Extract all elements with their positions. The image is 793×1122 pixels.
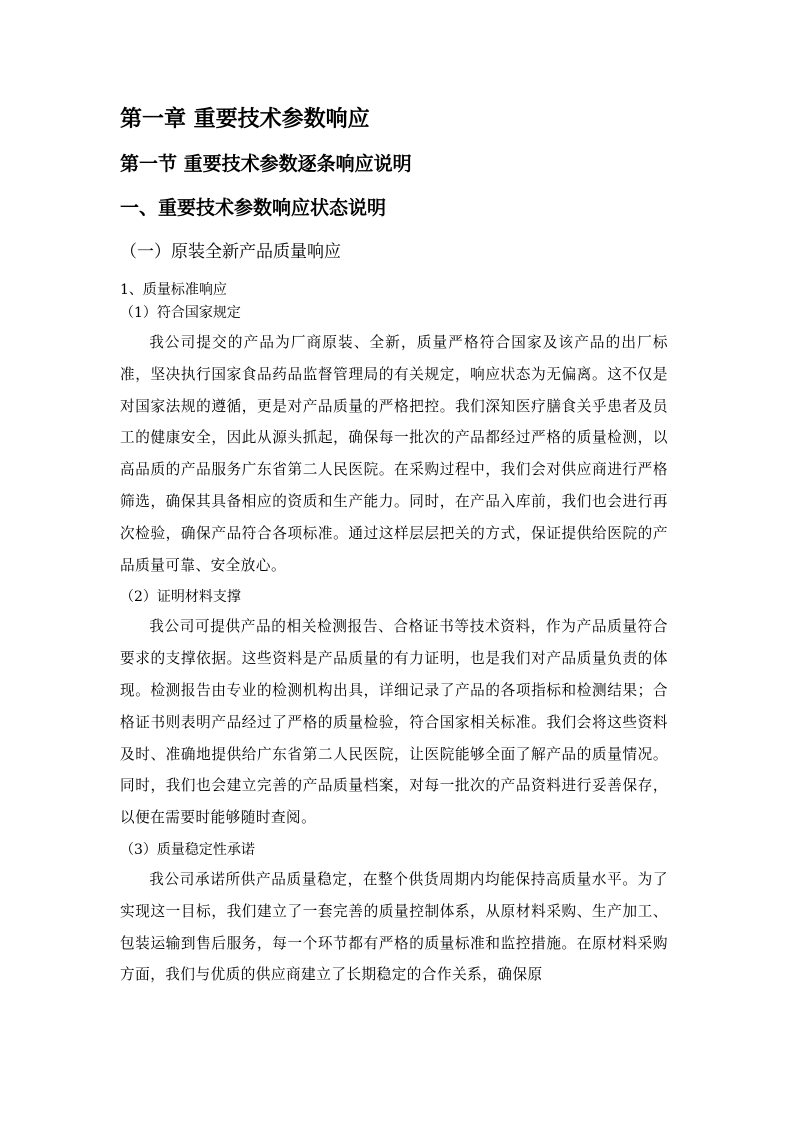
block-heading-evidence: （2）证明材料支撑 — [120, 589, 241, 606]
block-heading-stability: （3）质量稳定性承诺 — [120, 841, 255, 858]
section-title: 第一节 重要技术参数逐条响应说明 — [120, 153, 412, 175]
item-title: 1、质量标准响应 — [120, 282, 227, 298]
subsection-title: 一、重要技术参数响应状态说明 — [120, 197, 387, 219]
part-title: （一）原装全新产品质量响应 — [120, 242, 341, 262]
block-heading-compliance: （1）符合国家规定 — [120, 305, 241, 321]
page-content — [120, 103, 668, 995]
paragraph-evidence: 我公司可提供产品的相关检测报告、合格证书等技术资料，作为产品质量符合要求的支撑依据。这些资料是产品质量的有力证明，也是我们对产品质量负责的体现。检测报告由专业的检测机构出具，详细记录了产品的各项指标和检测结果；合格证书则表明产品经过了严格的质量检验，符合国家相关标准。我们会将这些资料及时、准确地提供给广东省第二人民医院，让医院能够全面了解产品的质量情况。同时，我们也会建立完善的产品质量档案，对每一批次的产品资料进行妥善保存，以便在需要时能够随时查阅。 — [120, 618, 668, 827]
paragraph-compliance: 我公司提交的产品为厂商原装、全新，质量严格符合国家及该产品的出厂标准，坚决执行国家食品药品监督管理局的有关规定，响应状态为无偏离。这不仅是对国家法规的遵循，更是对产品质量的严格把控。我们深知医疗膳食关乎患者及员工的健康安全，因此从源头抓起，确保每一批次的产品都经过严格的质量检测，以高品质的产品服务广东省第二人民医院。在采购过程中，我们会对供应商进行严格筛选，确保其具备相应的资质和生产能力。同时，在产品入库前，我们也会进行再次检验，确保产品符合各项标准。通过这样层层把关的方式，保证提供给医院的产品质量可靠、安全放心。 — [120, 334, 668, 574]
paragraph-stability: 我公司承诺所供产品质量稳定，在整个供货周期内均能保持高质量水平。为了实现这一目标，我们建立了一套完善的质量控制体系，从原材料采购、生产加工、包装运输到售后服务，每一个环节都有严格的质量标准和监控措施。在原材料采购方面，我们与优质的供应商建立了长期稳定的合作关系，确保原 — [120, 870, 668, 984]
chapter-title: 第一章 重要技术参数响应 — [120, 107, 370, 132]
